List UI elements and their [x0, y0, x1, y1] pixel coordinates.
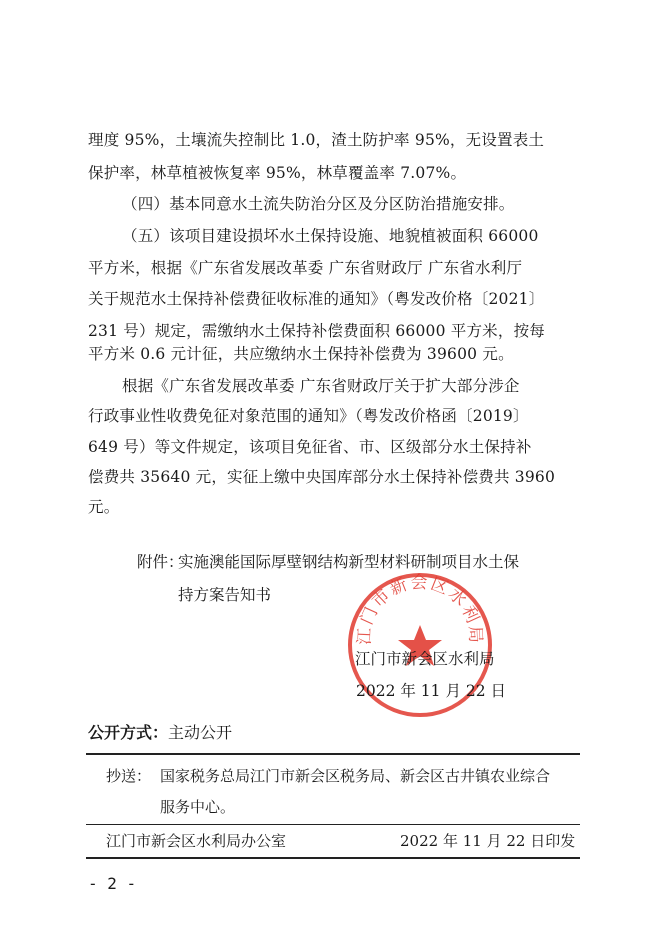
body-line-5: 平方米，根据《广东省发展改革委 广东省财政厅 广东省水利厅	[88, 259, 523, 277]
body-line-6: 关于规范水土保持补偿费征收标准的通知》（粤发改价格〔2021〕	[88, 290, 545, 308]
body-line-9: 根据《广东省发展改革委 广东省财政厅关于扩大部分涉企	[122, 377, 520, 395]
seal-text: 江门市新会区水利局	[354, 572, 486, 646]
body-line-4: （五）该项目建设损坏水土保持设施、地貌植被面积 66000	[122, 227, 539, 245]
body-line-2: 保护率，林草植被恢复率 95%，林草覆盖率 7.07%。	[88, 164, 467, 182]
divider-top	[86, 753, 580, 755]
divider-middle	[86, 824, 580, 825]
publication-method	[88, 722, 232, 744]
body-line-12: 偿费共 35640 元，实征上缴中央国库部分水土保持补偿费共 3960	[88, 468, 556, 486]
body-line-1: 理度 95%，土壤流失控制比 1.0，渣土防护率 95%，无设置表土	[88, 131, 545, 149]
page-number: - 2 -	[88, 874, 137, 893]
issuing-office: 江门市新会区水利局办公室	[106, 832, 287, 850]
attachment-title-line-1: 实施澳能国际厚壁钢结构新型材料研制项目水土保	[178, 553, 520, 571]
signing-date: 2022 年 11 月 22 日	[356, 682, 507, 700]
cc-label: 抄送：	[106, 767, 152, 785]
issue-date: 2022 年 11 月 22 日印发	[400, 832, 576, 850]
publication-label: 公开方式：	[88, 723, 169, 742]
attachment-label: 附件：	[137, 553, 184, 571]
body-line-13: 元。	[88, 498, 120, 516]
attachment-title-line-2: 持方案告知书	[178, 586, 272, 604]
body-line-3: （四）基本同意水土流失防治分区及分区防治措施安排。	[122, 195, 515, 213]
body-line-11: 649 号）等文件规定，该项目免征省、市、区级部分水土保持补	[88, 438, 532, 456]
publication-value: 主动公开	[168, 723, 233, 742]
body-line-10: 行政事业性收费免征对象范围的通知》（粤发改价格函〔2019〕	[88, 407, 529, 425]
cc-recipients-line-1: 国家税务总局江门市新会区税务局、新会区古井镇农业综合	[160, 767, 551, 785]
divider-bottom	[86, 857, 580, 859]
body-line-7: 231 号）规定，需缴纳水土保持补偿费面积 66000 平方米，按每	[88, 322, 545, 340]
body-line-8: 平方米 0.6 元计征，共应缴纳水土保持补偿费为 39600 元。	[88, 345, 514, 363]
signing-organization: 江门市新会区水利局	[355, 650, 495, 668]
cc-recipients-line-2: 服务中心。	[160, 798, 236, 816]
